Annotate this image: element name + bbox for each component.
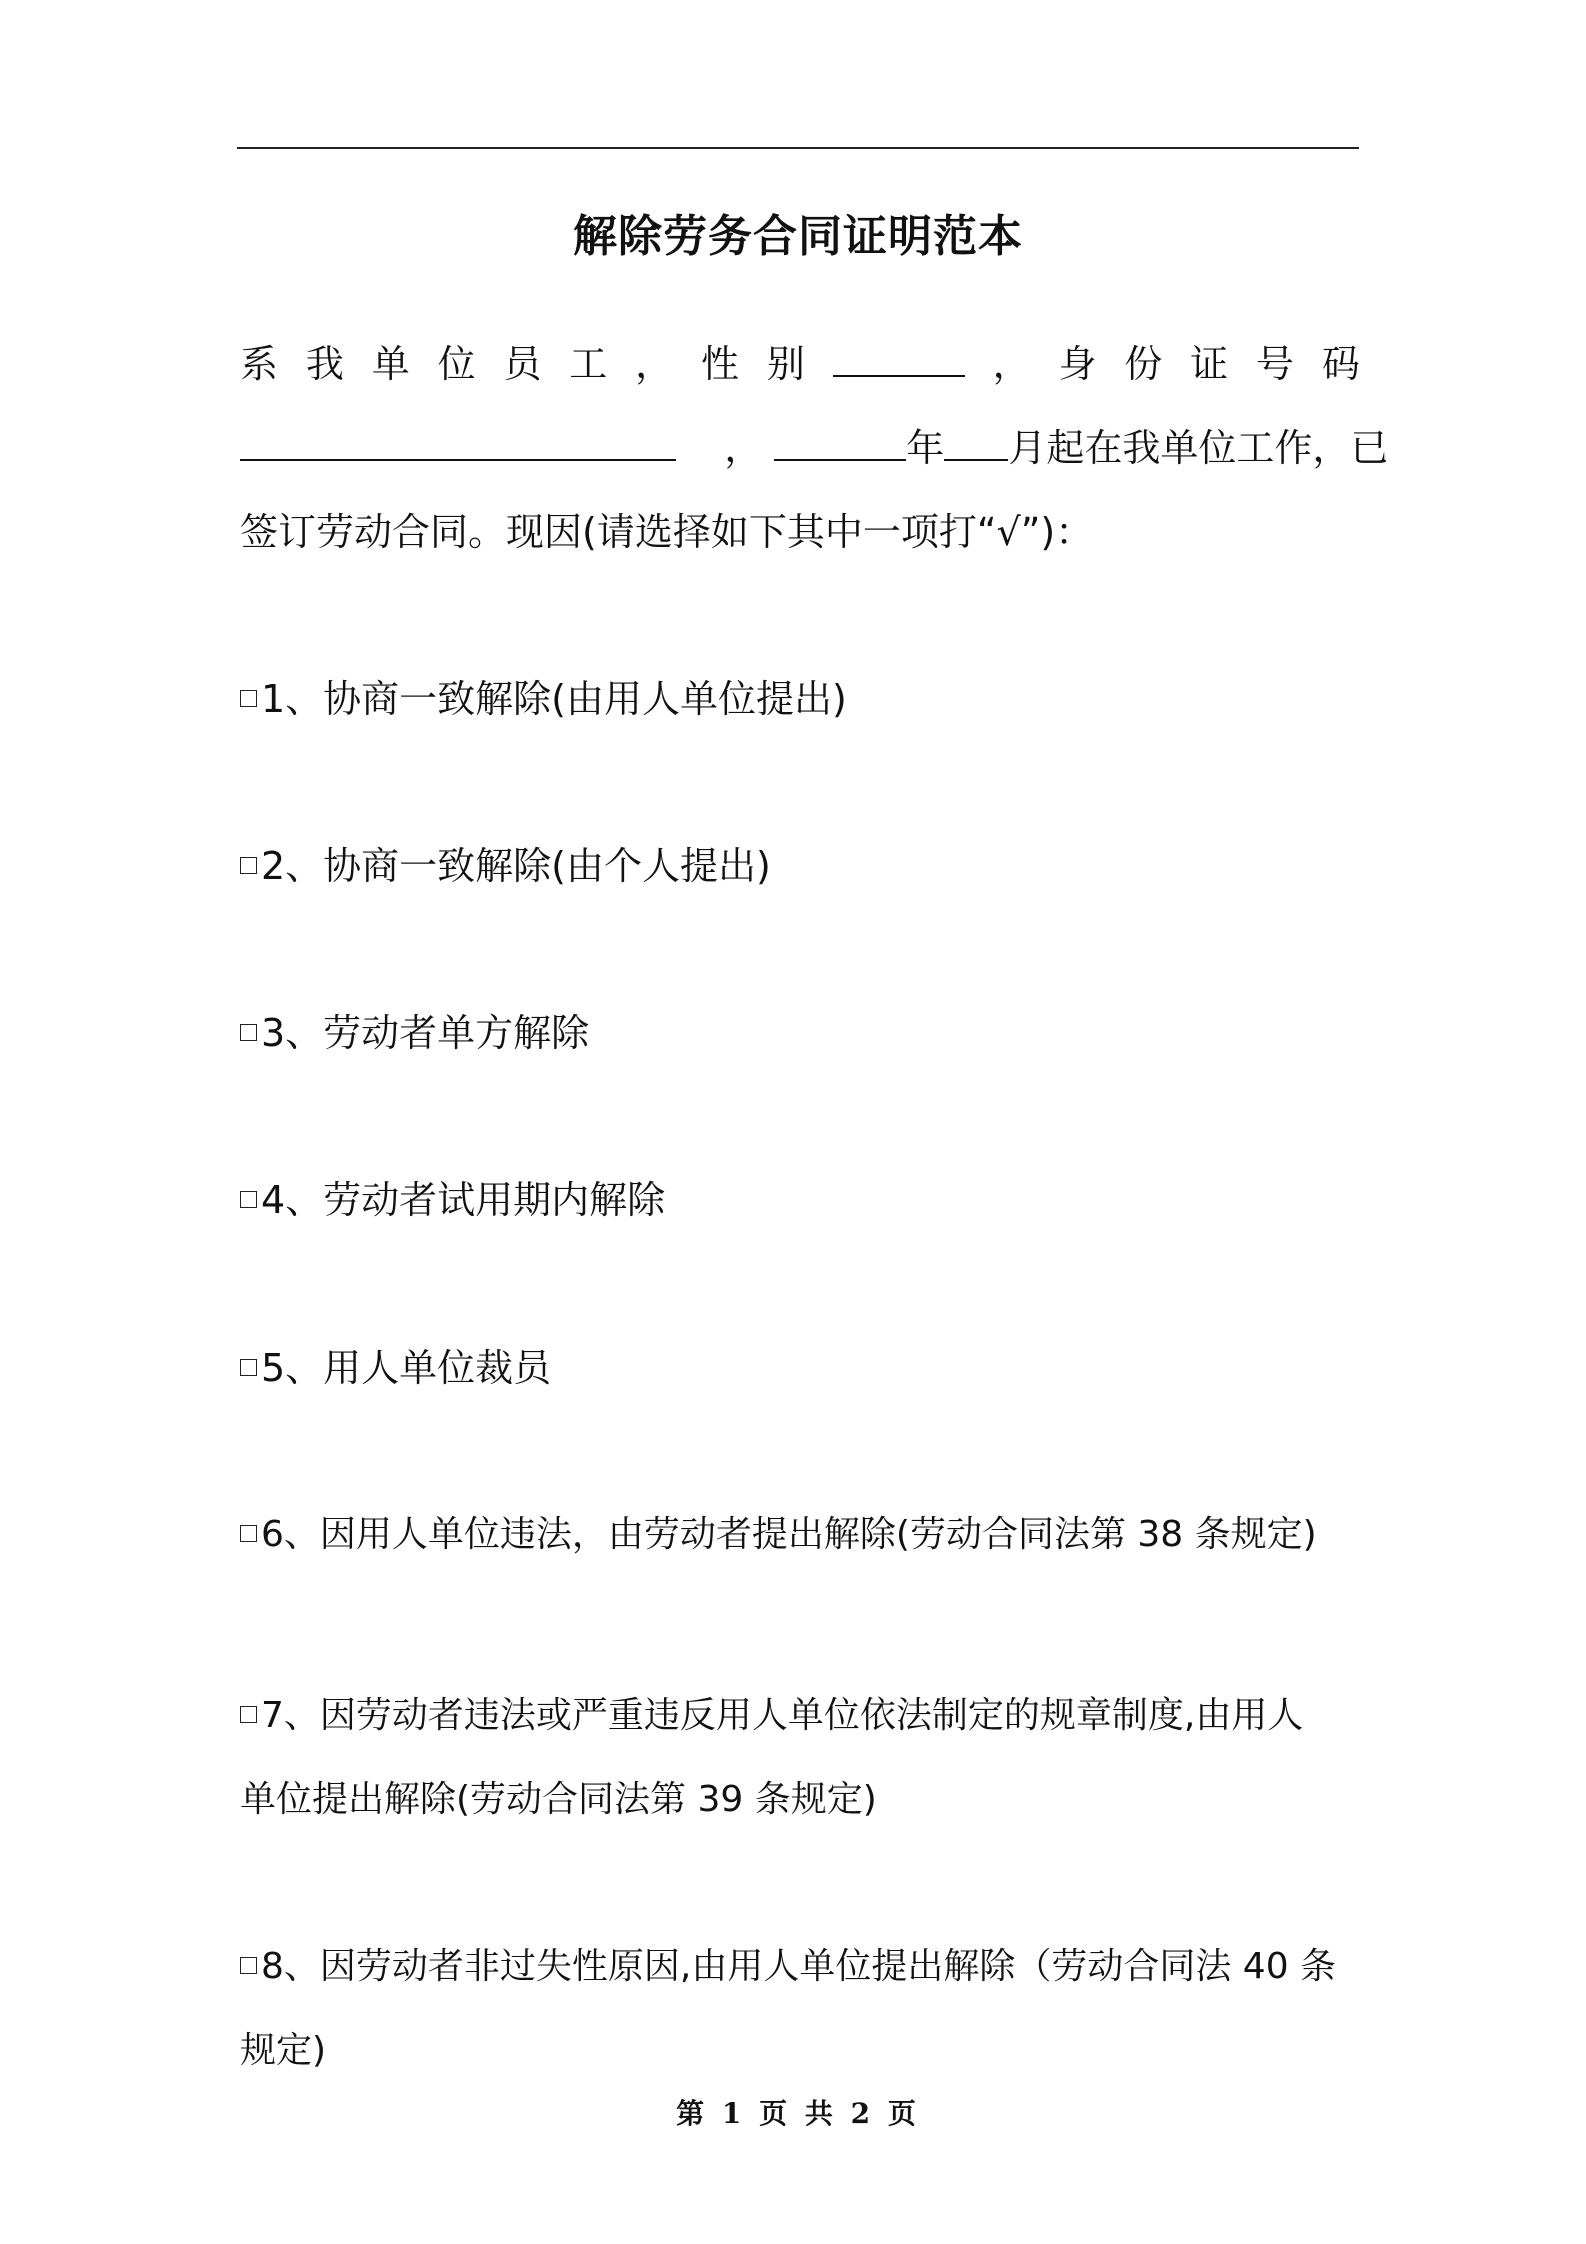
checkbox-icon[interactable] — [240, 1525, 257, 1542]
intro-char: 单 — [371, 342, 410, 386]
checkbox-icon[interactable] — [240, 690, 257, 707]
intro-char: ， — [992, 342, 1031, 386]
option-7 — [240, 1674, 1360, 1842]
intro-char: 份 — [1124, 342, 1163, 386]
option-text: 5、用人单位裁员 — [261, 1346, 552, 1390]
option-8 — [240, 1925, 1360, 2093]
intro-line-2-tail: 月起在我单位工作，已 — [1008, 426, 1389, 470]
intro-char: 我 — [305, 342, 344, 386]
intro-char: 证 — [1190, 342, 1229, 386]
intro-char: 性 — [701, 342, 740, 386]
intro-char: 位 — [437, 342, 476, 386]
option-2 — [240, 838, 1360, 894]
header-rule — [237, 147, 1359, 149]
checkbox-icon[interactable] — [240, 857, 257, 874]
intro-line-1 — [240, 336, 1360, 392]
option-text: 7、因劳动者违法或严重违反用人单位依法制定的规章制度,由用人 — [261, 1695, 1304, 1736]
option-text: 4、劳动者试用期内解除 — [261, 1178, 666, 1222]
intro-char: 别 — [766, 342, 805, 386]
intro-char: 号 — [1256, 342, 1295, 386]
intro-char: 系 — [240, 342, 279, 386]
checkbox-icon[interactable] — [240, 1191, 257, 1208]
option-text: 3、劳动者单方解除 — [261, 1011, 590, 1055]
month-blank[interactable] — [944, 421, 1008, 461]
intro-char: 身 — [1058, 342, 1097, 386]
intro-char: 码 — [1321, 342, 1360, 386]
option-text: 6、因用人单位违法，由劳动者提出解除(劳动合同法第 38 条规定) — [261, 1514, 1317, 1555]
option-text: 1、协商一致解除(由用人单位提出) — [261, 677, 847, 721]
option-text-continued: 规定) — [240, 2030, 327, 2071]
option-text-continued: 单位提出解除(劳动合同法第 39 条规定) — [240, 1779, 877, 1820]
gender-blank[interactable] — [833, 337, 965, 377]
year-blank[interactable] — [774, 421, 906, 461]
intro-char: ， — [635, 342, 674, 386]
intro-comma: ， — [724, 426, 763, 470]
year-label: 年 — [906, 426, 945, 470]
checkbox-icon[interactable] — [240, 1706, 257, 1723]
intro-line-2 — [240, 420, 1389, 476]
option-text: 8、因劳动者非过失性原因,由用人单位提出解除（劳动合同法 40 条 — [261, 1946, 1337, 1987]
checkbox-icon[interactable] — [240, 1359, 257, 1376]
option-4 — [240, 1172, 1360, 1228]
intro-char: 工 — [569, 342, 608, 386]
document-title: 解除劳务合同证明范本 — [573, 211, 1023, 262]
intro-line-3: 签订劳动合同。现因(请选择如下其中一项打“√”)： — [240, 510, 1094, 554]
intro-char: 员 — [503, 342, 542, 386]
checkbox-icon[interactable] — [240, 1024, 257, 1041]
option-3 — [240, 1005, 1360, 1061]
option-6 — [240, 1507, 1360, 1563]
option-1 — [240, 671, 1360, 727]
page-number-footer: 第 1 页 共 2 页 — [676, 2097, 920, 2130]
checkbox-icon[interactable] — [240, 1957, 257, 1974]
option-text: 2、协商一致解除(由个人提出) — [261, 844, 771, 888]
option-5 — [240, 1340, 1360, 1396]
id-number-blank[interactable] — [240, 421, 676, 461]
